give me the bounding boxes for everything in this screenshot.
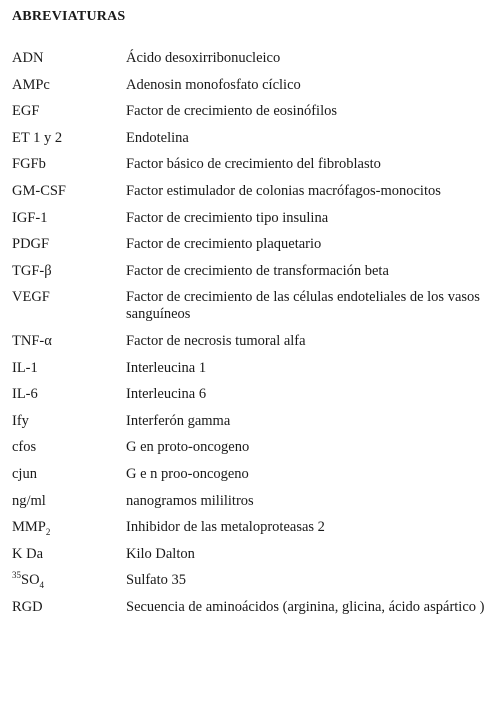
abbreviation: RGD	[12, 598, 43, 615]
abbreviation: IL-1	[12, 359, 38, 376]
definition: Interferón gamma	[126, 412, 231, 429]
list-item	[12, 236, 488, 253]
list-item	[12, 413, 488, 430]
abbreviation: VEGF	[12, 289, 50, 306]
list-item	[12, 183, 488, 200]
list-item	[12, 599, 488, 616]
definition: Factor de crecimiento de las células endoteliales de los vasos sanguíneos	[126, 289, 480, 323]
list-item	[12, 263, 488, 280]
list-item	[12, 493, 488, 510]
definition: G e n proo-oncogeno	[126, 465, 249, 482]
definition: Ácido desoxirribonucleico	[126, 50, 281, 66]
abbreviation: K Da	[12, 545, 44, 562]
definition: Factor de crecimiento de transformación beta	[126, 262, 389, 279]
definition: Factor básico de crecimiento del fibroblasto	[126, 156, 381, 173]
definition: Factor de crecimiento de eosinófilos	[126, 103, 337, 120]
definition: Factor de necrosis tumoral alfa	[126, 332, 306, 349]
definition: Secuencia de aminoácidos (arginina, glicina, ácido aspártico )	[126, 598, 485, 615]
definition: Sulfato 35	[126, 572, 187, 589]
abbreviation: Ify	[12, 412, 29, 429]
abbreviation	[12, 572, 126, 589]
definition: nanogramos mililitros	[126, 492, 254, 509]
abbreviation: ET 1 y 2	[12, 129, 63, 146]
list-item	[12, 130, 488, 147]
list-item	[12, 439, 488, 456]
abbreviation: TGF-β	[12, 262, 52, 279]
list-item	[12, 519, 488, 536]
definition: Endotelina	[126, 129, 189, 146]
abbreviation: AMPc	[12, 76, 50, 93]
abbreviation: IL-6	[12, 386, 38, 403]
abbreviation-main: MMP	[12, 519, 46, 536]
definition: Interleucina 1	[126, 359, 207, 376]
abbreviation-subscript: 2	[45, 526, 51, 537]
abbreviation: cfos	[12, 439, 37, 456]
list-item	[12, 360, 488, 377]
abbreviation: PDGF	[12, 236, 50, 253]
abbreviation: GM-CSF	[12, 182, 66, 199]
definition: Factor de crecimiento tipo insulina	[126, 209, 329, 226]
abbreviation: IGF-1	[12, 209, 48, 226]
abbreviations-list	[12, 50, 488, 625]
list-item	[12, 103, 488, 120]
list-item	[12, 50, 488, 67]
definition: Adenosin monofosfato cíclico	[126, 76, 301, 93]
abbreviation: ng/ml	[12, 492, 46, 509]
page-title: ABREVIATURAS	[12, 9, 126, 24]
list-item	[12, 289, 488, 323]
abbreviation: TNF-α	[12, 332, 52, 349]
definition: G en proto-oncogeno	[126, 439, 250, 456]
abbreviation: FGFb	[12, 156, 46, 173]
abbreviation: cjun	[12, 465, 37, 482]
abbreviation-subscript: 4	[39, 580, 45, 591]
list-item	[12, 156, 488, 173]
list-item	[12, 572, 488, 589]
list-item	[12, 546, 488, 563]
definition: Inhibidor de las metaloproteasas 2	[126, 519, 325, 536]
abbreviation-superscript: 35	[12, 570, 21, 581]
list-item	[12, 466, 488, 483]
list-item	[12, 386, 488, 403]
definition: Interleucina 6	[126, 386, 207, 403]
list-item	[12, 333, 488, 350]
abbreviation: ADN	[12, 50, 44, 66]
abbreviation: EGF	[12, 103, 40, 120]
list-item	[12, 210, 488, 227]
list-item	[12, 77, 488, 94]
definition: Factor estimulador de colonias macrófagos-monocitos	[126, 182, 441, 199]
definition: Factor de crecimiento plaquetario	[126, 236, 322, 253]
abbreviation	[12, 519, 126, 536]
definition: Kilo Dalton	[126, 545, 195, 562]
abbreviation-main: SO	[21, 572, 40, 589]
